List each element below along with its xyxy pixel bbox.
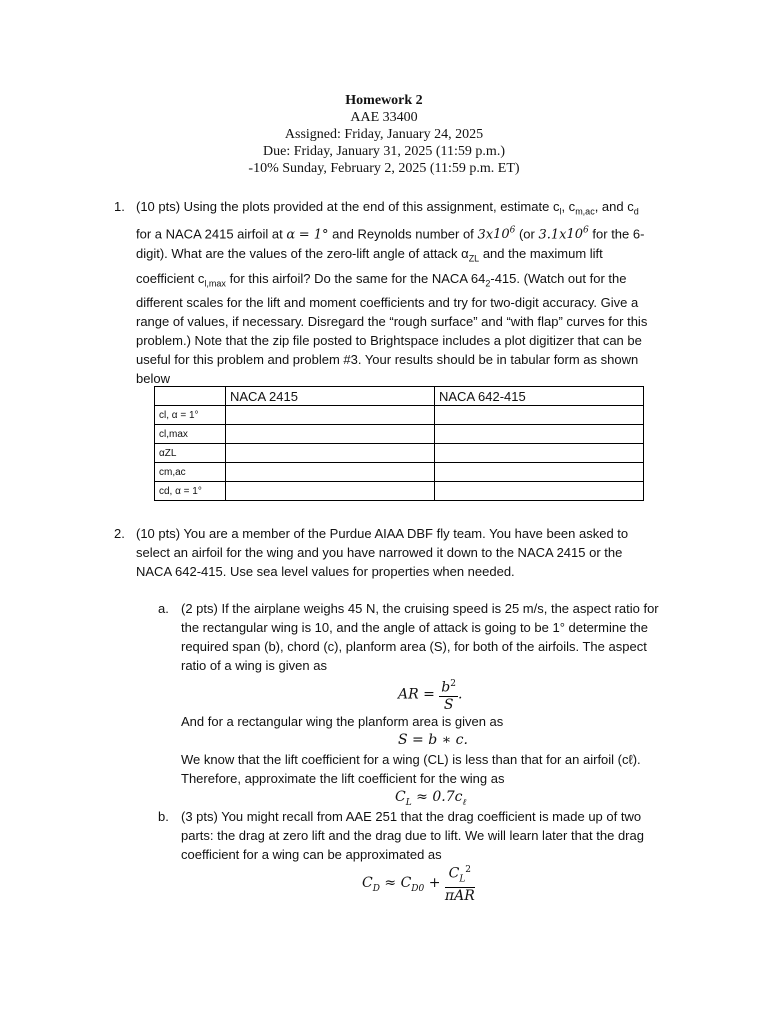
equation-aspect-ratio: AR = $\frac{b^2}{S}$ . (398, 676, 462, 713)
table-cell (226, 425, 435, 444)
table-cell (435, 482, 644, 501)
problem-1-text: (10 pts) Using the plots provided at the end of this assignment, estimate $c_l$, $c_{m,ac}$, and $c_d$ for a NACA 2415 airfoil at α = 1° and Reynolds number of $3x10^6$ (or $3.1x10^6$ for the 6-digit). What are the values of the zero-lift angle of attack $\alpha_{ZL}$ and the maximum lift coefficient $c_{l,max}$ for this airfoil? Do the same for the NACA $64_2-415$. (Watch out for the different scales for the lift and moment coefficients and try for two-digit accuracy. Give a range of values, if necessary. Disregard the “rough surface” and “with flap” curves for this problem.) Note that the zip file posted to Brightspace includes a plot digitizer that can be useful for this problem and problem #3. Your results should be in tabular form as shown below (136, 199, 648, 387)
part-a-label: a. (158, 601, 169, 616)
table-row (155, 444, 644, 463)
problem-1-intro: (10 pts) Using the plots provided at the end of this assignment, estimate c (136, 199, 560, 214)
table-row (155, 425, 644, 444)
due-date: Due: Friday, January 31, 2025 (11:59 p.m.) (263, 144, 505, 159)
row-label-cd: cd, α = 1° (155, 482, 226, 501)
table-cell (435, 425, 644, 444)
problem-1-reynolds: and Reynolds number of (332, 225, 474, 241)
table-cell (435, 444, 644, 463)
equation-drag-approx: $C_D \approx C_{D0}$ + $\frac{C_L^2}{\text{πAR}}$ (362, 862, 475, 904)
table-row (155, 406, 644, 425)
part-b-label: b. (158, 809, 169, 824)
row-label-alphazl: αZL (155, 444, 226, 463)
table-cell (226, 444, 435, 463)
table-header-naca642415: NACA 642-415 (435, 387, 644, 406)
table-cell (226, 406, 435, 425)
part-a-text2: And for a rectangular wing the planform area is given as (181, 714, 504, 729)
row-label-clmax: cl,max (155, 425, 226, 444)
table-cell (435, 406, 644, 425)
header (0, 92, 768, 177)
table-cell (226, 463, 435, 482)
equation-lift-approx: $C_L \approx 0.7c_\ell$ (395, 789, 467, 808)
late-date: -10% Sunday, February 2, 2025 (11:59 p.m. ET) (248, 161, 520, 176)
part-a-text3: We know that the lift coefficient for a wing (CL) is less than that for an airfoil (cℓ). Therefore, approximate the lift coefficient for the wing as (181, 752, 641, 786)
problem-1-rest3: -415. (Watch out for the different scales for the lift and moment coefficients and try for two-digit accuracy. Give a range of values, if necessary. Disregard the “rough surface” and “with flap” curves for this problem.) Note that the zip file posted to Brightspace includes a plot digitizer that can be useful for this problem and problem #3. Your results should be in tabular form as shown below (136, 270, 648, 387)
table-row (155, 463, 644, 482)
results-table (154, 386, 644, 501)
problem-2-text: (10 pts) You are a member of the Purdue AIAA DBF fly team. You have been asked to select an airfoil for the wing and you have narrowed it down to the NACA 2415 or the NACA 642-415. Use sea level values for properties when needed. (136, 526, 629, 579)
problem-1-rest2: for this airfoil? Do the same for the NACA 64 (229, 270, 486, 286)
table-header-row (155, 387, 644, 406)
course-number: AAE 33400 (350, 110, 418, 125)
assigned-date: Assigned: Friday, January 24, 2025 (284, 127, 484, 142)
page-title: Homework 2 (345, 93, 423, 108)
part-b-text: (3 pts) You might recall from AAE 251 that the drag coefficient is made up of two parts: the drag at zero lift and the drag due to lift. We will learn later that the drag coefficient for a wing can be approximated as (181, 809, 644, 862)
table-row (155, 482, 644, 501)
problem-1-number: 1. (114, 199, 125, 214)
problem-2-number: 2. (114, 526, 125, 541)
part-a-text: (2 pts) If the airplane weighs 45 N, the cruising speed is 25 m/s, the aspect ratio for the rectangular wing is 10, and the angle of attack is going to be 1° determine the required span (b), chord (c), planform area (S), for both of the airfoils. The aspect ratio of a wing is given as (181, 601, 659, 673)
problem-1-rest: and the maximum lift coefficient c (136, 245, 603, 286)
table-cell (435, 463, 644, 482)
table-corner-cell (155, 387, 226, 406)
table-header-naca2415: NACA 2415 (226, 387, 435, 406)
problem-1-airfoil: for a NACA 2415 airfoil at (136, 225, 283, 241)
problem-1-tail: for the 6-digit). What are the values of the zero-lift angle of attack α (136, 225, 645, 261)
row-label-cl: cl, α = 1° (155, 406, 226, 425)
equation-planform-area: S = b ∗ c. (398, 732, 468, 748)
table-cell (226, 482, 435, 501)
row-label-cmac: cm,ac (155, 463, 226, 482)
